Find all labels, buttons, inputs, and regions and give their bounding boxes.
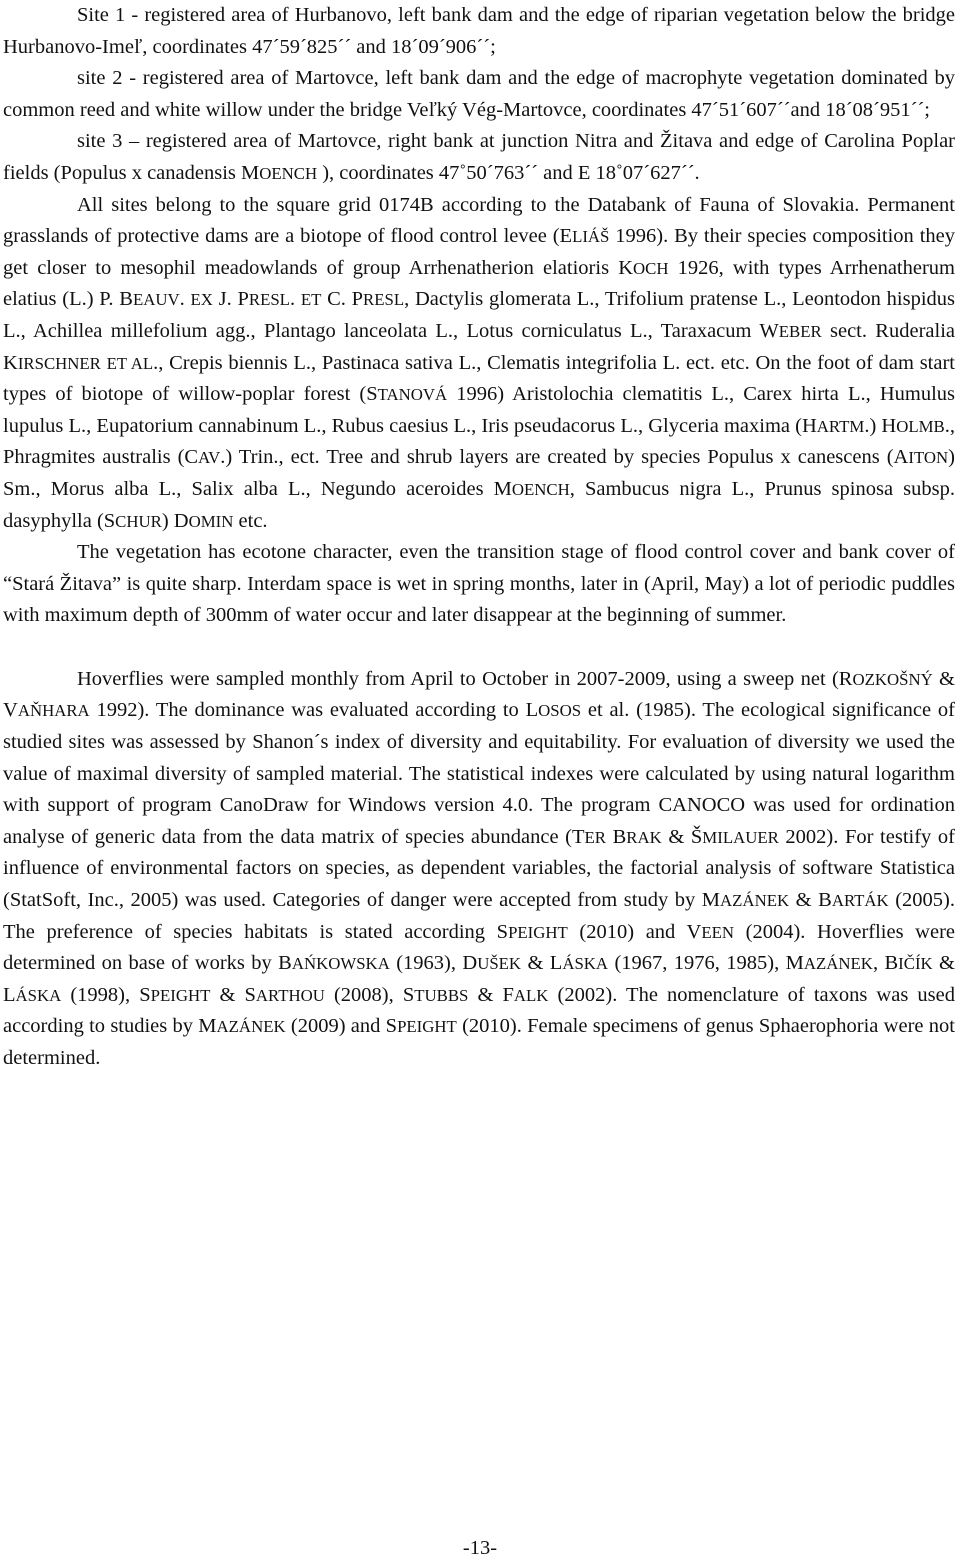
small-caps-author: OLMB (896, 416, 945, 436)
small-caps-author: OENCH (259, 163, 318, 183)
small-caps-author: EX (190, 290, 213, 310)
small-caps-author: RAK (626, 827, 662, 847)
small-caps-author: ALK (513, 985, 549, 1005)
text-run: ), coordinates 47˚50´763´´ and E 18˚07´627´´. (317, 161, 700, 184)
text-run: (2010). Female specimens of genus Sphaerophoria were not determined. (3, 1015, 955, 1069)
text-run: (2009) and S (285, 1015, 398, 1038)
small-caps-author: AŃKOWSKA (291, 954, 390, 974)
text-run: & L (521, 952, 563, 975)
paragraph-gap (3, 632, 955, 664)
text-run: .) H (864, 414, 897, 437)
small-caps-author: UŠEK (477, 954, 522, 974)
small-caps-author: ARTÁK (831, 891, 889, 911)
document-page (3, 0, 955, 1075)
small-caps-author: EAUV (132, 290, 180, 310)
small-caps-author: AV (198, 448, 221, 468)
text-run: , Dactylis glomerata L., Trifolium pratense L., Leontodon hispidus L., Achillea millefolium agg., Plantago lanceolata L., Lotus corniculatus L., Taraxacum W (3, 288, 956, 342)
text-run: sect. Ruderalia K (3, 319, 955, 374)
text-run: (2002). The nomenclature of taxons was used according to studies by M (3, 983, 955, 1038)
site-3-paragraph (3, 126, 955, 189)
text-run: Hoverflies were sampled monthly from April to October in 2007-2009, using a sweep net (R (77, 667, 853, 690)
small-caps-author: CHUR (115, 511, 162, 531)
text-run: ) Sm., Morus alba L., Salix alba L., Negundo aceroides M (3, 446, 955, 500)
text-run: (1998), S (61, 983, 151, 1006)
small-caps-author: AZÁNEK (803, 954, 873, 974)
text-run: J. P (212, 288, 249, 311)
page-number: -13- (462, 1537, 498, 1559)
small-caps-author: ARTHOU (255, 985, 325, 1005)
text-run: (1963), D (389, 952, 478, 975)
small-caps-author: LIÁŠ (572, 227, 610, 247)
text-run: , Sambucus nigra L., Prunus spinosa subsp. dasyphylla (S (3, 477, 955, 532)
small-caps-author: OMIN (188, 511, 234, 531)
site-1-paragraph (3, 0, 955, 63)
text-run: 1996). By their species composition they get closer to mesophil meadowlands of group Arrhenatherion elatioris K (3, 225, 955, 279)
small-caps-author: ÁSKA (562, 954, 609, 974)
text-run: (2005). The preference of species habitats is stated according S (3, 889, 955, 943)
text-run: 1996) Aristolochia clematitis L., Carex hirta L., Humulus lupulus L., Eupatorium cannabinum L., Rubus caesius L., Iris pseudacorus L., Glyceria maxima (H (3, 383, 956, 437)
small-caps-author: MILAUER (702, 827, 779, 847)
text-run: . (179, 288, 191, 311)
ecotone-paragraph (3, 537, 955, 632)
text-run: .) Trin., ect. Tree and shrub layers are created by species Populus x canescens (A (220, 446, 909, 469)
small-caps-author: AŇHARA (17, 701, 90, 721)
vegetation-paragraph (3, 190, 955, 538)
text-run: 2002). For testify of influence of environmental factors on species, as dependent variables, the factorial analysis of software Statistica (StatSoft, Inc., 2005) was used. Categories of danger were accepted from study by M (3, 825, 955, 912)
site-2-paragraph (3, 63, 955, 126)
small-caps-author: OSOS (538, 701, 582, 721)
text-run: (2010) and V (567, 920, 702, 943)
small-caps-author: IČÍK (898, 954, 933, 974)
text-run: et al. (1985). The ecological significance of studied sites was assessed by Shanon´s index of diversity and equitability. For evaluation of diversity we used the value of maximal diversity of sampled material. The statistical indexes were calculated by using natural logarithm with support of program CanoDraw for Windows version 4.0. The program CANOCO was used for ordination analyse of generic data from the data matrix of species abundance (T (3, 699, 955, 848)
text-run: & L (3, 952, 956, 1006)
methods-paragraph (3, 664, 955, 1075)
text-run: ., Crepis biennis L., Pastinaca sativa L., Clematis integrifolia L. ect. etc. On the foot of dam start types of biotope of willow-poplar forest (S (3, 351, 955, 406)
small-caps-author: ET AL (106, 353, 154, 373)
small-caps-author: TANOVÁ (377, 385, 448, 405)
small-caps-author: RESL (363, 290, 405, 310)
text-run: site 3 – registered area of Martovce, right bank at junction Nitra and Žitava and edge of Carolina Poplar fields (Populus x canadensis M (3, 130, 955, 184)
text-run: The vegetation has ecotone character, even the transition stage of flood control cover and bank cover of “Stará Žitava” is quite sharp. Interdam space is wet in spring months, later in (April, May) a lot of periodic puddles with maximum depth of 300mm of water occur and later disappear at the beginning of summer. (3, 541, 955, 627)
small-caps-author: EBER (778, 321, 822, 341)
text-run: ) D (161, 509, 189, 532)
text-run: B (605, 825, 627, 848)
small-caps-author: PEIGHT (150, 985, 211, 1005)
small-caps-author: AZÁNEK (216, 1017, 286, 1037)
text-run: Site 1 - registered area of Hurbanovo, left bank dam and the edge of riparian vegetation below the bridge Hurbanovo-Imeľ, coordinates 47´59´825´´ and 18´09´906´´; (3, 4, 955, 58)
small-caps-author: ET (300, 290, 322, 310)
text-run: (2008), S (324, 983, 415, 1006)
small-caps-author: IRSCHNER (17, 353, 101, 373)
small-caps-author: ÁSKA (15, 985, 62, 1005)
text-run: etc. (233, 509, 268, 532)
small-caps-author: PEIGHT (397, 1017, 457, 1037)
small-caps-author: OENCH (511, 479, 570, 499)
text-run: & B (789, 889, 832, 912)
small-caps-author: ITON (908, 448, 949, 468)
text-run: (1967, 1976, 1985), M (608, 952, 804, 975)
text-run: ., Phragmites australis (C (3, 414, 955, 469)
small-caps-author: AZÁNEK (720, 891, 790, 911)
small-caps-author: RESL (248, 290, 290, 310)
text-run: & F (468, 983, 514, 1006)
text-run: All sites belong to the square grid 0174B according to the Databank of Fauna of Slovakia. Permanent grasslands of protective dams are a biotope of flood control levee (E (3, 193, 955, 248)
text-run: & V (3, 667, 955, 722)
small-caps-author: ARTM (816, 416, 865, 436)
small-caps-author: OCH (633, 258, 669, 278)
text-run: 1926, with types Arrhenatherum elatius (L.) P. B (3, 256, 955, 311)
small-caps-author: PEIGHT (508, 922, 568, 942)
small-caps-author: TUBBS (414, 985, 469, 1005)
text-run: 1992). The dominance was evaluated according to L (89, 699, 539, 722)
text-run: & Š (661, 825, 703, 848)
text-run: , B (872, 952, 899, 975)
small-caps-author: EEN (701, 922, 735, 942)
small-caps-author: OZKOŠNÝ (852, 669, 933, 689)
text-run: . (289, 288, 301, 311)
text-run: & S (210, 983, 256, 1006)
text-run: site 2 - registered area of Martovce, left bank dam and the edge of macrophyte vegetation dominated by common reed and white willow under the bridge Veľký Vég-Martovce, coordinates 47´51´607´´and 18´08´951´´; (3, 67, 955, 121)
text-run: C. P (321, 288, 364, 311)
text-run: (2004). Hoverflies were determined on base of works by B (3, 920, 956, 975)
small-caps-author: ER (584, 827, 606, 847)
